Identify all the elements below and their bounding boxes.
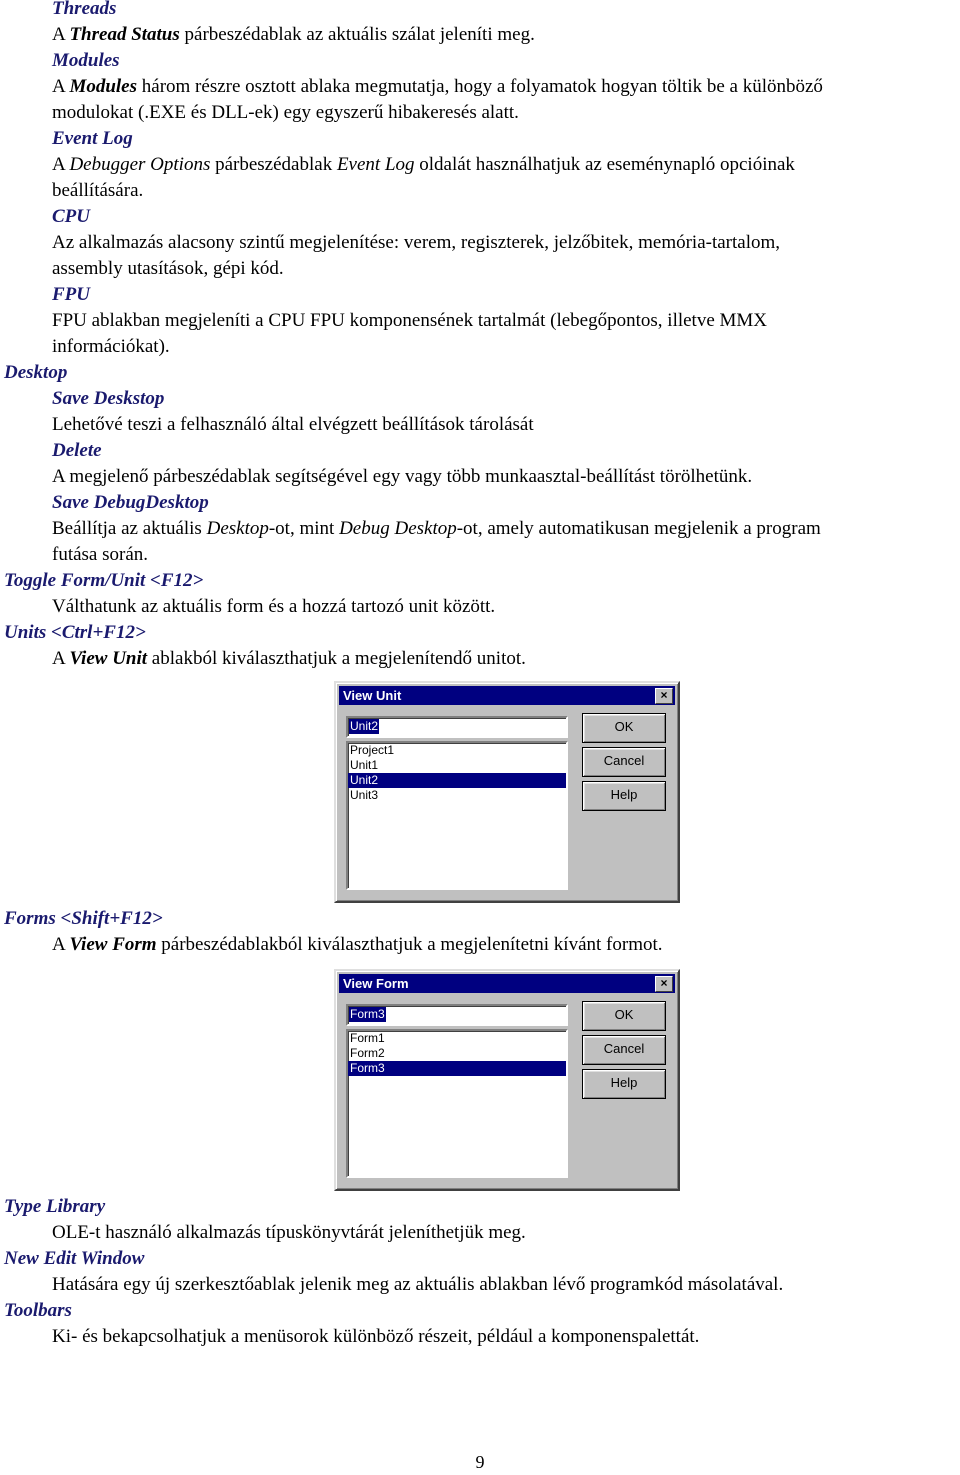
toolbars-heading: Toolbars [4, 1300, 72, 1321]
list-item[interactable]: Form2 [350, 1046, 385, 1060]
desktop-heading: Desktop [4, 362, 68, 383]
save-debug-desktop-text-line1 [52, 516, 821, 542]
view-unit-titlebar [339, 686, 675, 705]
text-span: Beállítja az aktuális [52, 518, 207, 539]
list-item[interactable]: Form1 [350, 1031, 385, 1045]
forms-heading: Forms <Shift+F12> [4, 908, 163, 929]
new-edit-window-text: Hatására egy új szerkesztőablak jelenik meg az aktuális ablakban lévő programkód másolatával. [52, 1274, 784, 1295]
threads-heading: Threads [52, 0, 117, 19]
dialog-title: View Unit [343, 688, 402, 703]
units-text [52, 646, 526, 672]
close-icon[interactable]: × [655, 688, 673, 704]
form-listbox[interactable] [346, 1029, 568, 1178]
type-library-heading: Type Library [4, 1196, 106, 1217]
delete-heading: Delete [52, 440, 102, 461]
help-button[interactable]: Help [582, 781, 666, 811]
text-span: ablakból kiválaszthatjuk a megjelenítendő unitot. [147, 648, 526, 669]
event-log-text-line1 [52, 152, 795, 178]
ok-button[interactable]: OK [582, 713, 666, 743]
threads-text [52, 22, 535, 48]
units-heading: Units <Ctrl+F12> [4, 622, 146, 643]
event-log-text-line2: beállítására. [52, 180, 144, 201]
list-item[interactable]: Unit1 [350, 758, 379, 772]
toggle-form-unit-text: Válthatunk az aktuális form és a hozzá tartozó unit között. [52, 596, 496, 617]
cpu-text-line2: assembly utasítások, gépi kód. [52, 258, 284, 279]
view-form-titlebar [339, 974, 675, 993]
input-value: Form3 [350, 1007, 385, 1021]
text-span: három részre osztott ablaka megmutatja, hogy a folyamatok hogyan töltik be a különböző [137, 76, 823, 97]
cancel-button[interactable]: Cancel [582, 747, 666, 777]
event-log-heading: Event Log [52, 128, 133, 149]
text-span: A [52, 648, 70, 669]
desktop-term: Desktop [206, 518, 269, 539]
delete-text: A megjelenő párbeszédablak segítségével egy vagy több munkaasztal-beállítást törölhetünk. [52, 466, 753, 487]
fpu-heading: FPU [52, 284, 90, 305]
unit-name-input[interactable] [346, 716, 568, 738]
cpu-heading: CPU [52, 206, 90, 227]
text-span: párbeszédablak [210, 154, 337, 175]
list-item[interactable]: Unit3 [350, 788, 379, 802]
type-library-text: OLE-t használó alkalmazás típuskönyvtárát jeleníthetjük meg. [52, 1222, 526, 1243]
modules-text-line1 [52, 74, 823, 100]
fpu-text-line2: információkat). [52, 336, 170, 357]
list-item-selected[interactable]: Form3 [348, 1061, 566, 1076]
event-log-term: Event Log [336, 154, 415, 175]
dialog-title: View Form [343, 976, 409, 991]
list-item-selected[interactable]: Unit2 [348, 773, 566, 788]
view-unit-dialog [334, 681, 680, 903]
cancel-button[interactable]: Cancel [582, 1035, 666, 1065]
page-number: 9 [475, 1452, 485, 1472]
save-desktop-text: Lehetővé teszi a felhasználó által elvégzett beállítások tárolását [52, 414, 534, 435]
form-name-input[interactable] [346, 1004, 568, 1026]
list-item[interactable]: Project1 [350, 743, 395, 757]
save-desktop-heading: Save Deskstop [52, 388, 165, 409]
text-span: oldalát használhatjuk az eseménynapló opcióinak [414, 154, 795, 175]
text-span: A [52, 24, 70, 45]
debug-desktop-term: Debug Desktop [339, 518, 457, 539]
view-form-dialog [334, 969, 680, 1191]
fpu-text-line1: FPU ablakban megjeleníti a CPU FPU komponensének tartalmát (lebegőpontos, illetve MMX [52, 310, 768, 331]
toolbars-text: Ki- és bekapcsolhatjuk a menüsorok különböző részeit, például a komponenspalettát. [52, 1326, 700, 1347]
text-span: -ot, amely automatikusan megjelenik a program [456, 518, 821, 539]
debugger-options-term: Debugger Options [69, 154, 211, 175]
text-span: párbeszédablakból kiválaszthatjuk a megjelenítetni kívánt formot. [156, 934, 663, 955]
thread-status-term: Thread Status [69, 24, 180, 45]
toggle-form-unit-heading: Toggle Form/Unit <F12> [4, 570, 204, 591]
forms-text [52, 932, 663, 958]
view-form-term: View Form [69, 934, 157, 955]
view-unit-term: View Unit [69, 648, 148, 669]
modules-heading: Modules [52, 50, 120, 71]
unit-listbox[interactable] [346, 741, 568, 890]
text-span: A [52, 154, 70, 175]
ok-button[interactable]: OK [582, 1001, 666, 1031]
cpu-text-line1: Az alkalmazás alacsony szintű megjelenítése: verem, regiszterek, jelzőbitek, memória-tartalom, [52, 232, 781, 253]
close-icon[interactable]: × [655, 976, 673, 992]
text-span: -ot, mint [268, 518, 340, 539]
new-edit-window-heading: New Edit Window [4, 1248, 145, 1269]
modules-text-line2: modulokat (.EXE és DLL-ek) egy egyszerű hibakeresés alatt. [52, 102, 519, 123]
text-span: A [52, 934, 70, 955]
modules-term: Modules [69, 76, 138, 97]
text-span: A [52, 76, 70, 97]
save-debug-desktop-heading: Save DebugDesktop [52, 492, 209, 513]
text-span: párbeszédablak az aktuális szálat jeleníti meg. [179, 24, 535, 45]
input-value: Unit2 [350, 719, 379, 733]
save-debug-desktop-text-line2: futása során. [52, 544, 149, 565]
help-button[interactable]: Help [582, 1069, 666, 1099]
